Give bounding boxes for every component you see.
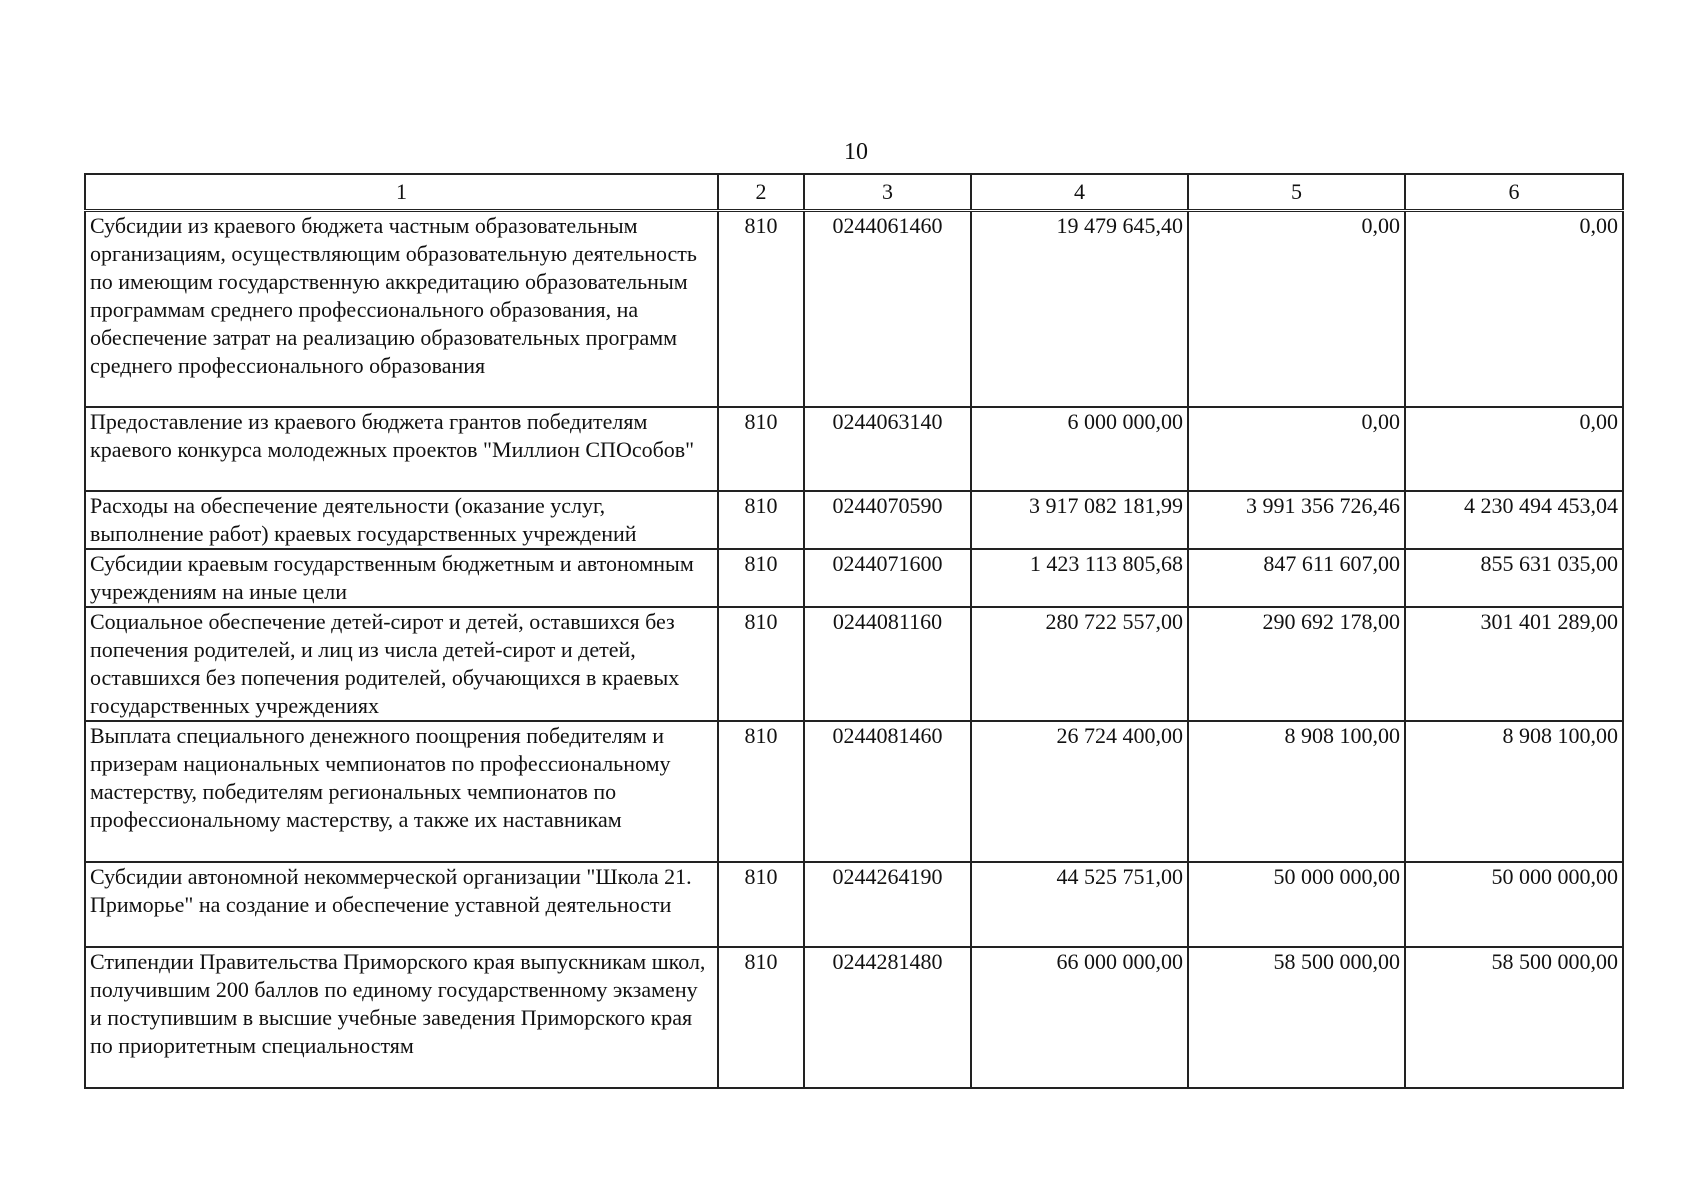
row-amount-col6: 8 908 100,00 [1405,721,1623,862]
row-amount-col6: 58 500 000,00 [1405,947,1623,1088]
row-amount-col5: 847 611 607,00 [1188,549,1405,607]
header-row [85,174,1623,211]
row-name-cell: Расходы на обеспечение деятельности (оказание услуг, выполнение работ) краевых государственных учреждений [85,491,718,549]
row-amount-col6: 301 401 289,00 [1405,607,1623,721]
row-amount-col5: 50 000 000,00 [1188,862,1405,947]
row-name-cell: Субсидии краевым государственным бюджетным и автономным учреждениям на иные цели [85,549,718,607]
row-amount-col4: 44 525 751,00 [971,862,1188,947]
row-department-code: 810 [718,407,804,491]
row-amount-col4: 6 000 000,00 [971,407,1188,491]
row-amount-col6: 0,00 [1405,211,1623,407]
row-amount-col4: 1 423 113 805,68 [971,549,1188,607]
row-department-code: 810 [718,211,804,407]
row-amount-col5: 0,00 [1188,407,1405,491]
row-amount-col4: 66 000 000,00 [971,947,1188,1088]
row-amount-col4: 280 722 557,00 [971,607,1188,721]
row-amount-col4: 3 917 082 181,99 [971,491,1188,549]
header-cell: 2 [718,174,804,211]
row-target-code: 0244264190 [804,862,971,947]
row-target-code: 0244071600 [804,549,971,607]
row-name-cell: Предоставление из краевого бюджета грантов победителям краевого конкурса молодежных проектов "Миллион СПОсобов" [85,407,718,491]
budget-table [84,173,1624,1089]
header-cell: 4 [971,174,1188,211]
row-name-cell: Субсидии автономной некоммерческой организации "Школа 21. Приморье" на создание и обеспечение уставной деятельности [85,862,718,947]
row-target-code: 0244070590 [804,491,971,549]
row-name-cell: Социальное обеспечение детей-сирот и детей, оставшихся без попечения родителей, и лиц из числа детей-сирот и детей, оставшихся без попечения родителей, обучающихся в краевых государственных учреждениях [85,607,718,721]
table-row [85,211,1623,407]
table-row [85,491,1623,549]
header-cell: 6 [1405,174,1623,211]
row-amount-col5: 3 991 356 726,46 [1188,491,1405,549]
row-target-code: 0244061460 [804,211,971,407]
row-amount-col5: 58 500 000,00 [1188,947,1405,1088]
row-amount-col6: 0,00 [1405,407,1623,491]
row-amount-col6: 50 000 000,00 [1405,862,1623,947]
table-row [85,947,1623,1088]
row-department-code: 810 [718,491,804,549]
table-row [85,607,1623,721]
row-name-cell: Выплата специального денежного поощрения победителям и призерам национальных чемпионатов по профессиональному мастерству, победителям региональных чемпионатов по профессиональному мастерству, а также их наставникам [85,721,718,862]
header-cell: 3 [804,174,971,211]
row-target-code: 0244281480 [804,947,971,1088]
row-amount-col5: 290 692 178,00 [1188,607,1405,721]
row-department-code: 810 [718,862,804,947]
row-amount-col4: 19 479 645,40 [971,211,1188,407]
row-department-code: 810 [718,721,804,862]
row-target-code: 0244081160 [804,607,971,721]
header-cell: 1 [85,174,718,211]
row-department-code: 810 [718,947,804,1088]
row-amount-col5: 0,00 [1188,211,1405,407]
table-row [85,721,1623,862]
row-department-code: 810 [718,607,804,721]
row-amount-col6: 855 631 035,00 [1405,549,1623,607]
table-row [85,407,1623,491]
row-name-cell: Стипендии Правительства Приморского края выпускникам школ, получившим 200 баллов по единому государственному экзамену и поступившим в высшие учебные заведения Приморского края по приоритетным специальностям [85,947,718,1088]
row-name-cell: Субсидии из краевого бюджета частным образовательным организациям, осуществляющим образовательную деятельность по имеющим государственную аккредитацию образовательным программам среднего профессионального образования, на обеспечение затрат на реализацию образовательных программ среднего профессионального образования [85,211,718,407]
row-target-code: 0244081460 [804,721,971,862]
row-amount-col5: 8 908 100,00 [1188,721,1405,862]
table-row [85,549,1623,607]
header-cell: 5 [1188,174,1405,211]
row-amount-col6: 4 230 494 453,04 [1405,491,1623,549]
row-amount-col4: 26 724 400,00 [971,721,1188,862]
table-row [85,862,1623,947]
row-department-code: 810 [718,549,804,607]
row-target-code: 0244063140 [804,407,971,491]
page-number: 10 [844,139,868,165]
